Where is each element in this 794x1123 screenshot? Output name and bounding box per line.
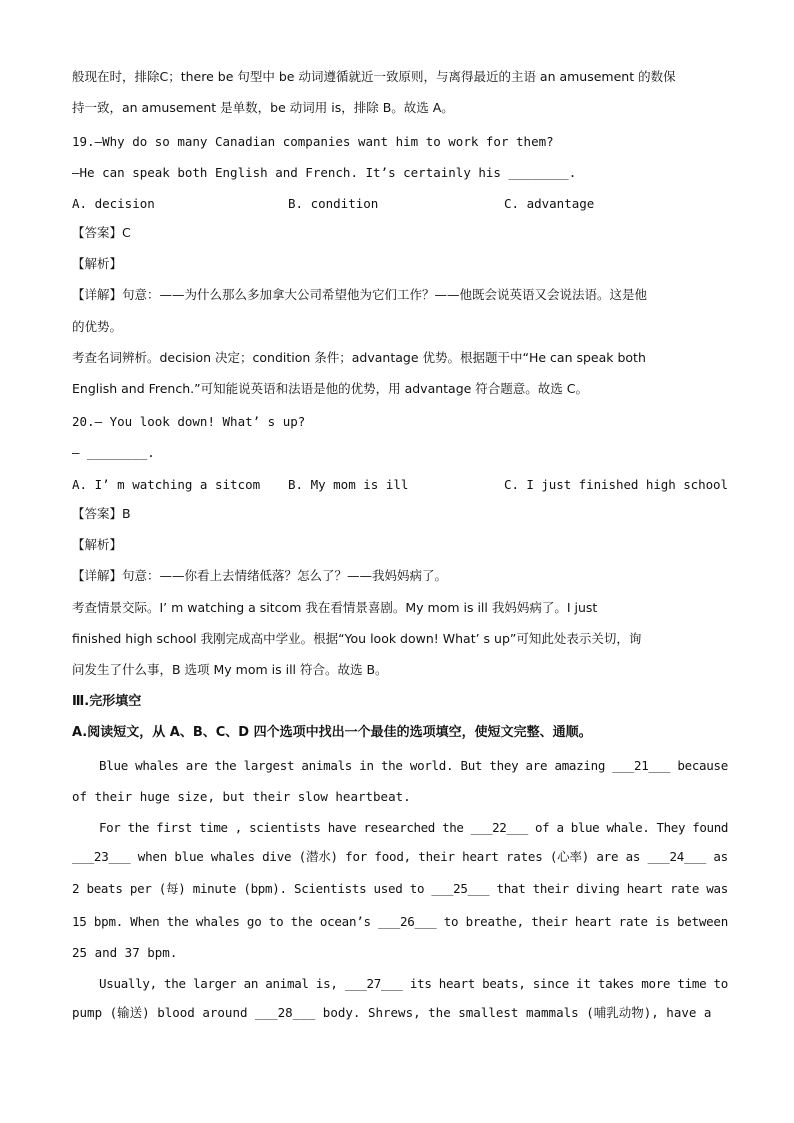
blank-25: ___25___ bbox=[431, 881, 490, 896]
blank-21: ___21___ bbox=[612, 758, 671, 773]
answer-label: 【答案】B bbox=[72, 506, 131, 521]
passage-line: ___23___ when blue whales dive (潜水) for food, their heart rates (心率) are as ___24___ as bbox=[72, 849, 728, 864]
passage-line: Usually, the larger an animal is, ___27___ its heart beats, since it takes more time to bbox=[99, 976, 728, 991]
option-c: C. advantage bbox=[504, 196, 595, 211]
blank-26: ___26___ bbox=[378, 914, 437, 929]
blank-23: ___23___ bbox=[72, 849, 131, 864]
detail-line: English and French.”可知能说英语和法语是他的优势，用 advantage 符合题意。故选 C。 bbox=[72, 381, 589, 396]
text-line: 持一致，an amusement 是单数，be 动词用 is，排除 B。故选 A。 bbox=[72, 100, 454, 115]
passage-line: Blue whales are the largest animals in the world. But they are amazing ___21___ because bbox=[99, 758, 728, 773]
option-a: A. decision bbox=[72, 196, 155, 211]
detail-line: 【详解】句意：——为什么那么多加拿大公司希望他为它们工作？——他既会说英语又会说法语。这是他 bbox=[72, 287, 648, 302]
option-c: C. I just finished high school bbox=[504, 477, 728, 492]
question-19-reply: —He can speak both English and French. It’s certainly his ________. bbox=[72, 165, 577, 180]
detail-line: 的优势。 bbox=[72, 319, 123, 334]
passage-line: of their huge size, but their slow heartbeat. bbox=[72, 789, 411, 804]
option-b: B. My mom is ill bbox=[288, 477, 409, 492]
answer-label: 【答案】C bbox=[72, 225, 131, 240]
blank-24: ___24___ bbox=[647, 849, 707, 864]
analysis-label: 【解析】 bbox=[72, 537, 123, 552]
blank-22: ___22___ bbox=[470, 820, 528, 835]
blank-27: ___27___ bbox=[344, 976, 403, 991]
option-a: A. I’ m watching a sitcom bbox=[72, 477, 261, 492]
question-19: 19.—Why do so many Canadian companies want him to work for them? bbox=[72, 134, 554, 149]
text-line: 般现在时，排除C；there be 句型中 be 动词遵循就近一致原则，与离得最近的主语 an amusement 的数保 bbox=[72, 69, 676, 84]
passage-line: 15 bpm. When the whales go to the ocean’s ___26___ to breathe, their heart rate is between bbox=[72, 914, 728, 929]
detail-line: 考查名词辨析。decision 决定；condition 条件；advantage 优势。根据题干中“He can speak both bbox=[72, 350, 646, 365]
passage-line: 2 beats per (每) minute (bpm). Scientists used to ___25___ that their diving heart rate was bbox=[72, 881, 728, 896]
detail-line: 【详解】句意：——你看上去情绪低落？怎么了？——我妈妈病了。 bbox=[72, 568, 448, 583]
section-heading: Ⅲ.完形填空 bbox=[72, 694, 142, 709]
blank-28: ___28___ bbox=[255, 1005, 316, 1020]
passage-line: 25 and 37 bpm. bbox=[72, 945, 178, 960]
question-20: 20.— You look down! What’ s up? bbox=[72, 414, 306, 429]
detail-line: 问发生了什么事，B 选项 My mom is ill 符合。故选 B。 bbox=[72, 662, 388, 677]
passage-line: pump (输送) blood around ___28___ body. Shrews, the smallest mammals (哺乳动物), have a bbox=[72, 1005, 712, 1020]
option-b: B. condition bbox=[288, 196, 379, 211]
detail-line: 考查情景交际。I’ m watching a sitcom 我在看情景喜剧。My mom is ill 我妈妈病了。I just bbox=[72, 600, 598, 615]
passage-line: For the first time , scientists have researched the ___22___ of a blue whale. They found bbox=[99, 820, 728, 835]
analysis-label: 【解析】 bbox=[72, 256, 123, 271]
section-instruction: A.阅读短文，从 A、B、C、D 四个选项中找出一个最佳的选项填空，使短文完整、通顺。 bbox=[72, 725, 592, 740]
question-20-reply: — ________. bbox=[72, 445, 155, 460]
detail-line: finished high school 我刚完成高中学业。根据“You look down! What’ s up”可知此处表示关切，询 bbox=[72, 631, 642, 646]
